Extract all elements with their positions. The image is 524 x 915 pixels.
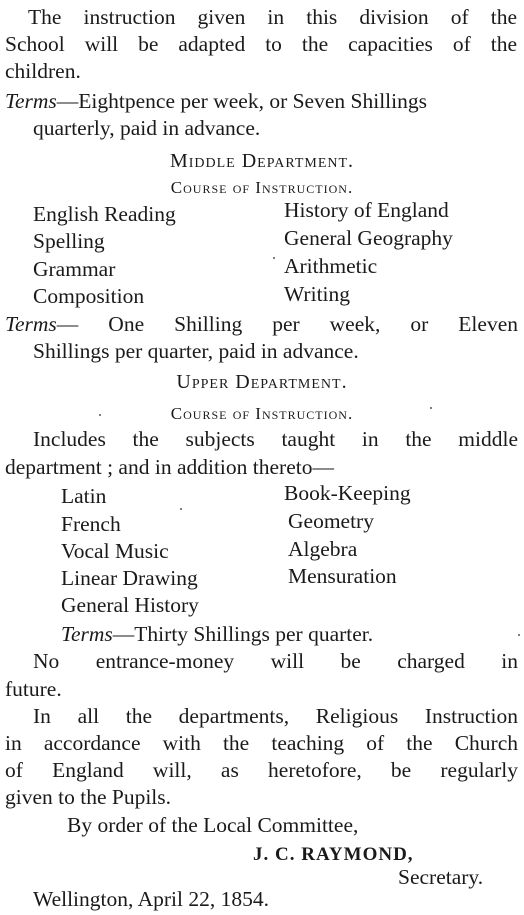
upper-subject: Linear Drawing [61, 566, 198, 590]
scan-speck [99, 414, 101, 416]
upper-terms-text: —Thirty Shillings per quarter. [112, 622, 374, 646]
scan-speck [273, 257, 275, 259]
middle-subject: Grammar [33, 257, 116, 281]
middle-subheading: Course of Instruction. [170, 178, 354, 197]
upper-subject: Mensuration [288, 564, 397, 588]
middle-terms-line-1 [5, 311, 518, 338]
upper-terms-label: Terms [61, 622, 113, 646]
middle-terms-label: Terms [5, 312, 57, 336]
upper-subject: Book-Keeping [284, 481, 411, 505]
upper-subject: Algebra [288, 537, 358, 561]
intro-line-2: School will be adapted to the capacities of the [5, 32, 517, 56]
middle-terms-text: — One Shilling per week, or Eleven [56, 312, 518, 336]
intro-line-3: children. [5, 59, 81, 83]
middle-subject: English Reading [33, 202, 176, 226]
middle-subject: History of England [284, 198, 449, 222]
junior-terms-line-1 [5, 88, 427, 115]
religious-line-1: In all the departments, Religious Instruction [33, 704, 518, 728]
religious-line-2: in accordance with the teaching of the Church [5, 731, 518, 755]
middle-subject: Spelling [33, 229, 105, 253]
scan-speck [518, 634, 520, 636]
order-line: By order of the Local Committee, [67, 813, 359, 837]
signature-name: J. C. RAYMOND, [253, 844, 414, 865]
scan-speck [430, 407, 432, 409]
upper-subject: French [61, 512, 121, 536]
junior-terms-label: Terms [5, 89, 57, 113]
intro-line-1: The instruction given in this division of the [28, 5, 517, 29]
scan-speck [180, 508, 182, 510]
upper-subject: Geometry [288, 509, 374, 533]
middle-subject: Writing [284, 282, 351, 306]
upper-subject: Vocal Music [61, 539, 169, 563]
upper-subject: Latin [61, 484, 107, 508]
upper-heading: Upper Department. [176, 371, 348, 393]
middle-heading: Middle Department. [169, 150, 355, 172]
religious-line-4: given to the Pupils. [5, 785, 172, 809]
religious-line-3: of England will, as heretofore, be regularly [5, 758, 518, 782]
upper-terms [61, 621, 373, 648]
middle-subject: General Geography [284, 226, 453, 250]
junior-terms-text: —Eightpence per week, or Seven Shillings [56, 89, 427, 113]
middle-terms-line-2: Shillings per quarter, paid in advance. [33, 339, 359, 363]
junior-terms-line-2: quarterly, paid in advance. [33, 116, 261, 140]
upper-subject: General History [61, 593, 199, 617]
middle-subject: Composition [33, 284, 145, 308]
signature-title: Secretary. [398, 865, 484, 889]
entrance-line-1: No entrance-money will be charged in [33, 649, 518, 673]
dateline: Wellington, April 22, 1854. [33, 887, 269, 911]
middle-subject: Arithmetic [284, 254, 378, 278]
upper-intro-line-1: Includes the subjects taught in the middle [33, 427, 518, 451]
upper-subheading: Course of Instruction. [170, 404, 354, 423]
upper-intro-line-2: department ; and in addition thereto— [5, 455, 334, 479]
entrance-line-2: future. [5, 677, 62, 701]
